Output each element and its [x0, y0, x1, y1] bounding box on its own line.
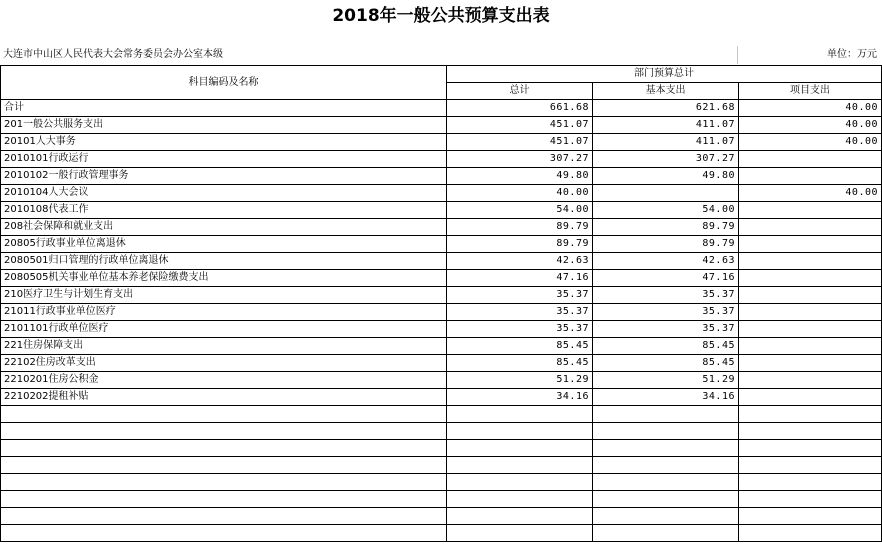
- row-total-cell: 85.45: [447, 338, 593, 355]
- row-basic-cell: [593, 474, 739, 491]
- row-total-cell: [447, 525, 593, 542]
- row-name-cell: 2210201住房公积金: [1, 372, 447, 389]
- table-row: [1, 100, 882, 117]
- row-name-cell: 2010108代表工作: [1, 202, 447, 219]
- row-name-cell: 208社会保障和就业支出: [1, 219, 447, 236]
- row-project-cell: [739, 389, 882, 406]
- row-total-cell: [447, 406, 593, 423]
- table-row: [1, 389, 882, 406]
- row-total-cell: 35.37: [447, 321, 593, 338]
- row-project-cell: [739, 321, 882, 338]
- row-basic-cell: 411.07: [593, 117, 739, 134]
- row-basic-cell: [593, 525, 739, 542]
- row-total-cell: 451.07: [447, 117, 593, 134]
- row-total-cell: 307.27: [447, 151, 593, 168]
- row-total-cell: 89.79: [447, 219, 593, 236]
- row-basic-cell: 51.29: [593, 372, 739, 389]
- row-name-cell: [1, 491, 447, 508]
- row-total-cell: [447, 491, 593, 508]
- row-total-cell: 51.29: [447, 372, 593, 389]
- row-name-cell: [1, 406, 447, 423]
- table-row: [1, 253, 882, 270]
- row-total-cell: 661.68: [447, 100, 593, 117]
- row-basic-cell: 411.07: [593, 134, 739, 151]
- table-row: [1, 440, 882, 457]
- row-name-cell: [1, 508, 447, 525]
- row-total-cell: 47.16: [447, 270, 593, 287]
- row-name-cell: 221住房保障支出: [1, 338, 447, 355]
- table-row: [1, 457, 882, 474]
- row-basic-cell: 89.79: [593, 219, 739, 236]
- row-basic-cell: [593, 440, 739, 457]
- table-row: [1, 151, 882, 168]
- row-total-cell: 35.37: [447, 287, 593, 304]
- row-total-cell: [447, 474, 593, 491]
- header-total: 总计: [447, 83, 593, 100]
- table-row: [1, 117, 882, 134]
- row-basic-cell: 85.45: [593, 338, 739, 355]
- row-project-cell: [739, 151, 882, 168]
- row-project-cell: [739, 355, 882, 372]
- row-basic-cell: [593, 508, 739, 525]
- table-row: [1, 202, 882, 219]
- header-subject: 科目编码及名称: [1, 66, 447, 100]
- row-basic-cell: [593, 491, 739, 508]
- table-row: [1, 525, 882, 542]
- row-name-cell: 2101101行政单位医疗: [1, 321, 447, 338]
- table-row: [1, 423, 882, 440]
- row-project-cell: 40.00: [739, 100, 882, 117]
- row-name-cell: 2080505机关事业单位基本养老保险缴费支出: [1, 270, 447, 287]
- row-basic-cell: [593, 423, 739, 440]
- row-name-cell: [1, 474, 447, 491]
- row-project-cell: 40.00: [739, 134, 882, 151]
- row-total-cell: 40.00: [447, 185, 593, 202]
- meta-row: [0, 46, 882, 64]
- row-project-cell: [739, 270, 882, 287]
- row-project-cell: 40.00: [739, 117, 882, 134]
- row-total-cell: 85.45: [447, 355, 593, 372]
- unit-label: 单位：万元: [827, 49, 877, 60]
- row-project-cell: [739, 508, 882, 525]
- row-name-cell: [1, 423, 447, 440]
- row-basic-cell: [593, 406, 739, 423]
- row-basic-cell: 89.79: [593, 236, 739, 253]
- row-project-cell: [739, 253, 882, 270]
- header-basic: 基本支出: [593, 83, 739, 100]
- row-total-cell: 54.00: [447, 202, 593, 219]
- row-total-cell: 451.07: [447, 134, 593, 151]
- row-project-cell: [739, 287, 882, 304]
- table-row: [1, 508, 882, 525]
- row-project-cell: 40.00: [739, 185, 882, 202]
- table-row: [1, 270, 882, 287]
- row-project-cell: [739, 525, 882, 542]
- table-row: [1, 406, 882, 423]
- row-total-cell: 42.63: [447, 253, 593, 270]
- row-total-cell: [447, 457, 593, 474]
- row-name-cell: 2010104人大会议: [1, 185, 447, 202]
- row-project-cell: [739, 219, 882, 236]
- row-basic-cell: 42.63: [593, 253, 739, 270]
- row-project-cell: [739, 440, 882, 457]
- row-basic-cell: [593, 457, 739, 474]
- row-total-cell: 34.16: [447, 389, 593, 406]
- row-name-cell: 210医疗卫生与计划生育支出: [1, 287, 447, 304]
- row-basic-cell: 54.00: [593, 202, 739, 219]
- row-project-cell: [739, 457, 882, 474]
- row-name-cell: [1, 440, 447, 457]
- row-project-cell: [739, 423, 882, 440]
- row-basic-cell: 35.37: [593, 304, 739, 321]
- row-total-cell: 49.80: [447, 168, 593, 185]
- row-basic-cell: 49.80: [593, 168, 739, 185]
- row-total-cell: [447, 423, 593, 440]
- row-project-cell: [739, 491, 882, 508]
- row-project-cell: [739, 406, 882, 423]
- table-body: [1, 100, 882, 542]
- table-row: [1, 372, 882, 389]
- page-title: 2018年一般公共预算支出表: [332, 6, 550, 26]
- row-name-cell: 20805行政事业单位离退休: [1, 236, 447, 253]
- row-name-cell: 2210202提租补贴: [1, 389, 447, 406]
- row-project-cell: [739, 372, 882, 389]
- row-basic-cell: 35.37: [593, 321, 739, 338]
- table-row: [1, 287, 882, 304]
- row-project-cell: [739, 304, 882, 321]
- table-row: [1, 236, 882, 253]
- row-basic-cell: 35.37: [593, 287, 739, 304]
- row-project-cell: [739, 168, 882, 185]
- meta-divider: [737, 46, 738, 64]
- row-project-cell: [739, 236, 882, 253]
- row-name-cell: 2010101行政运行: [1, 151, 447, 168]
- row-name-cell: 20101人大事务: [1, 134, 447, 151]
- table-row: [1, 134, 882, 151]
- table-row: [1, 321, 882, 338]
- table-row: [1, 355, 882, 372]
- row-project-cell: [739, 338, 882, 355]
- table-row: [1, 168, 882, 185]
- row-name-cell: 21011行政事业单位医疗: [1, 304, 447, 321]
- row-total-cell: 89.79: [447, 236, 593, 253]
- row-basic-cell: 34.16: [593, 389, 739, 406]
- row-basic-cell: [593, 185, 739, 202]
- row-name-cell: 201一般公共服务支出: [1, 117, 447, 134]
- table-row: [1, 491, 882, 508]
- row-total-cell: [447, 440, 593, 457]
- row-project-cell: [739, 474, 882, 491]
- row-basic-cell: 307.27: [593, 151, 739, 168]
- table-row: [1, 185, 882, 202]
- row-basic-cell: 85.45: [593, 355, 739, 372]
- header-dept-total: 部门预算总计: [447, 66, 882, 83]
- budget-table: [0, 65, 882, 542]
- table-row: [1, 219, 882, 236]
- row-total-cell: 35.37: [447, 304, 593, 321]
- unit-organization: 大连市中山区人民代表大会常务委员会办公室本级: [3, 49, 223, 60]
- row-project-cell: [739, 202, 882, 219]
- row-name-cell: [1, 457, 447, 474]
- row-name-cell: 合计: [1, 100, 447, 117]
- header-project: 项目支出: [739, 83, 882, 100]
- row-basic-cell: 47.16: [593, 270, 739, 287]
- row-basic-cell: 621.68: [593, 100, 739, 117]
- row-name-cell: 2080501归口管理的行政单位离退休: [1, 253, 447, 270]
- row-total-cell: [447, 508, 593, 525]
- row-name-cell: [1, 525, 447, 542]
- table-row: [1, 474, 882, 491]
- table-row: [1, 304, 882, 321]
- row-name-cell: 22102住房改革支出: [1, 355, 447, 372]
- table-row: [1, 338, 882, 355]
- row-name-cell: 2010102一般行政管理事务: [1, 168, 447, 185]
